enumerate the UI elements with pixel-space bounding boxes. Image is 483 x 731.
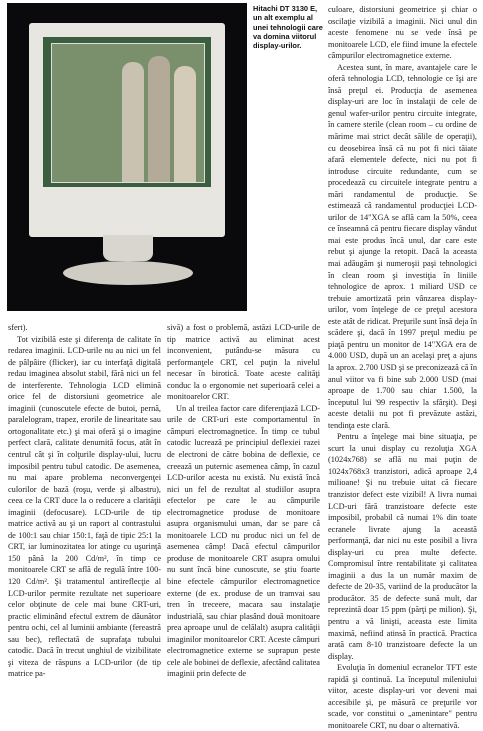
paragraph: sfert). xyxy=(8,323,28,332)
paragraph: Acestea sunt, în mare, avantajele care le oferă tehnologia LCD, tehnologie ce îşi are însă preţul ei. Producţia de asemenea display-uri are loc în instalaţii de cele de genul wafer-urilor pentru circuite integrate, în camere sterile (clean room – cu ordine de mărime mai strict decât sălile de operaţii), cu deosebirea însă că nu pot fi nici tăiate afară elementele defecte, nici nu pot fi introduse circuite redundante, cum se procedează cu circuitele integrate pentru a mări randamentul de producţie. Se estimează că randamentul producţiei LCD-urilor de 14"XGA se află cam la 50%, ceea ce înseamnă că pentru fiecare display vândut mai este produs încă unul, dar care este rebut şi ajunge la retopit. Dacă la aceasta mai adăugăm şi numeroşii paşi tehnologici în clean room şi investiţia în liniile tehnologice de aprox. 1 miliard USD ce trebuie amortizată prin vânzarea display-urilor, vom înţelege de ce preţul acestora este atât de ridicat. Preţurile sunt însă deja în scădere şi, dacă în 1997 preţul mediu pe piaţă pentru un monitor de 14"XGA era de 4.000 USD, după un an acelaşi preţ a ajuns la aprox. 2.700 USD şi se preconizează că în anul viitor va fi bine sub 2.000 USD (mai aproape de 1.700 sau chiar 1.500, la începutul lui '99 respectiv la sfârşit). Deşi aceste detalii nu pot fi prevăzute astăzi, tendinţa este clară. xyxy=(328,62,477,430)
photo-caption: Hitachi DT 3130 E, un alt exemplu al unei tehnologii care va domina viitorul display-urilor. xyxy=(253,4,323,51)
text-column-3 xyxy=(328,4,477,731)
monitor-screen xyxy=(43,37,211,187)
paragraph: sivă) a fost o problemă, astăzi LCD-urile de tip matrice activă au eliminat acest inconvenient, putându-se măsura cu performanţele CRT, cel puţin la nivelul necesar în birotică. Toate aceste calităţi conduc la o ergonomie net superioară celei a monitoarelor CRT. xyxy=(167,323,320,402)
monitor-stand xyxy=(103,235,153,261)
monitor-photo xyxy=(7,3,247,311)
lcd-monitor-illustration xyxy=(29,23,225,237)
paragraph: Evoluţia în domeniul ecranelor TFT este rapidă şi continuă. La începutul mileniului viitor, aceste display-uri vor deveni mai accesibile şi, pe măsură ce preţurile vor scade, vor constitui o „amenintare" pentru monitoarele CRT, nu doar o alternativă. xyxy=(328,663,477,730)
paragraph: Un al treilea factor care diferenţiază LCD-urile de CRT-uri este comportamentul în câmpuri electromagnetice. În timp ce tubul catodic lucrează pe principiul deflexiei razei de electroni de către bobina de deflexie, ce creează un puternic asemenea câmp, în cazul LCD-urilor acesta nu există. Nu există încă nici un fel de rezultat al studiilor asupra efectelor pe care le au câmpurile electromagnetice produse de monitoare asupra organismului uman, dar se pare că monitoarele LCD nu produc nici un fel de asemenea câmp! Dacă efectul câmpurilor produse de monitoarele CRT asupra omului nu sunt încă bine cunoscute, se ştiu foarte bine efectele câmpurilor electromagnetice externe (de ex. produse de un tramvai sau tren în treceere, macara sau instalaţie industrială, sau chiar plasând două monitoare prea aproape unul de celălalt) asupra calităţii imaginilor monitoarelor CRT. Aceste câmpuri electromagnetice externe se suprapun peste cele ale bobinei de deflexie, afectând calitatea imaginii prin defecte de xyxy=(167,403,320,679)
paragraph: Tot vizibilă este şi diferenţa de calitate în redarea imaginii. LCD-urile nu au nici un fel de pâlpâire (flicker), iar cu interfaţă digitală redau imaginea absolut stabil, fără nici un fel de interferente. Tehnologia LCD elimină orice fel de distorsiuni geometrice ale imaginii (cunoscutele efecte de butoi, pernă, paralelogram, trapez, erorile de linearitate sau ortogonalitate etc.) şi mai oferă şi o imagine perfect clară, calitate denumită focus, atât în centrul cât şi în colţurile display-ului, lucru imposibil pentru tubul catodic. De asemenea, nu mai apare problema neconvergenţei culorilor de bază (roşu, verde şi albastru), ceea ce la CRT duce la o reducere a clarităţii imaginii (defocusare). LCD-urile de tip matrice activă au şi un raport al contrastului de 100:1 sau chiar 150:1, faţă de tipic 25:1 la CRT, iar luminozitatea lor atinge cu uşurinţă 150 până la 200 Cd/m², în timp ce monitoarele CRT se află de regulă între 100-120 Cd/m². Şi tratamentul antireflecţie al LCD-urilor permite rezultate net superioare celor obţinute de cele mai bune CRT-uri, practic eliminând efectul extrem de dăunător pentru ochi, cel al luminii ambiante (fereastră sau bec), reflectată de suprafaţa tubului catodic. Dacă în trecut unghiul de vizibilitate şi viteza de răspuns a LCD-urilor (de tip matrice pa- xyxy=(8,334,161,679)
monitor-base xyxy=(63,261,193,285)
text-column-2 xyxy=(167,322,320,680)
text-column-1 xyxy=(8,322,161,680)
paragraph: Pentru a înţelege mai bine situaţia, pe scurt la unui display cu rezoluţia XGA (1024x768) se află nu mai puţin de 1024x768x3 tranzistori, adică aproape 2,4 milioane! Şi nu trebuie uitat că fiecare tranzistor defect este vizibil! A livra numai LCD-uri fără tranzistoare defecte este imposibil, probabil că numai 1% din toate ecranele livrate ajung la această performanţă, dar nici nu este posibil a livra display-uri cu prea multe defecte. Compromisul între rentabilitate şi calitatea imaginii a dus la un număr maxim de defecte de 20-35, variind de la producător la producător. 35 de defecte sună mult, dar reprezintă doar 15 ppm (părţi pe milion). Şi, pentru a vă linişti, aceasta este limita maximă, nefiind atinsă în practică. Practica arată cam 8-10 tranzistoare defecte la un display. xyxy=(328,432,477,661)
paragraph: culoare, distorsiuni geometrice şi chiar o oscilaţie vizibilă a imaginii. Nici unul din aceste fenomene nu se vede însă pe monitoarele LCD, ele fiind imune la efectele câmpurilor electromagnetice externe. xyxy=(328,5,477,61)
screen-window xyxy=(51,43,205,183)
